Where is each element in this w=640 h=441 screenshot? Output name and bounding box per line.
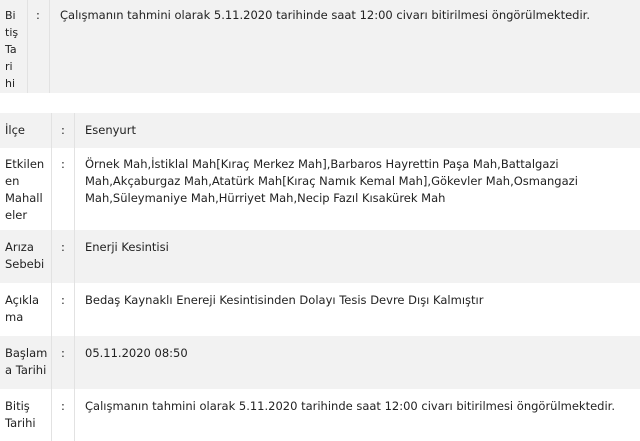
row-label: İlçe — [5, 123, 25, 137]
row-separator-cell — [52, 148, 75, 230]
row-value: Esenyurt — [85, 123, 136, 137]
row-value-cell — [50, 0, 640, 93]
row-value: Enerji Kesintisi — [85, 240, 169, 254]
table-row-description — [0, 283, 640, 336]
row-label-cell — [0, 113, 52, 148]
row-separator: : — [61, 157, 65, 171]
row-label: Arıza Sebebi — [5, 240, 45, 271]
row-label: Bitiş Tarihi — [5, 399, 36, 430]
row-separator: : — [61, 240, 65, 254]
row-label-cell — [0, 148, 52, 230]
row-label-cell — [0, 230, 52, 283]
row-separator: : — [36, 8, 40, 22]
row-value-cell — [75, 336, 640, 389]
row-label: Açıkla ma — [5, 293, 40, 324]
row-value-cell — [75, 148, 640, 230]
row-value-cell — [75, 389, 640, 441]
row-label-cell — [0, 0, 28, 93]
row-label-cell — [0, 336, 52, 389]
row-label: Etkilen en Mahall eler — [5, 157, 45, 222]
row-separator-cell — [52, 336, 75, 389]
row-separator: : — [61, 123, 65, 137]
end-date-row-top — [0, 0, 640, 93]
table-row-end-date — [0, 389, 640, 441]
row-value-cell — [75, 230, 640, 283]
row-separator-cell — [52, 113, 75, 148]
row-label: Başlam a Tarihi — [5, 346, 48, 377]
row-value: 05.11.2020 08:50 — [85, 346, 188, 360]
row-separator-cell — [52, 283, 75, 336]
table-row-start-date — [0, 336, 640, 389]
row-separator-cell — [52, 230, 75, 283]
row-value: Bedaş Kaynaklı Enereji Kesintisinden Dolayı Tesis Devre Dışı Kalmıştır — [85, 293, 484, 307]
row-separator-cell — [52, 389, 75, 441]
row-separator: : — [61, 293, 65, 307]
row-label-cell — [0, 389, 52, 441]
row-value-cell — [75, 113, 640, 148]
row-separator: : — [61, 399, 65, 413]
row-separator: : — [61, 346, 65, 360]
row-label-cell — [0, 283, 52, 336]
row-separator-cell — [28, 0, 50, 93]
row-value: Çalışmanın tahmini olarak 5.11.2020 tarihinde saat 12:00 civarı bitirilmesi öngörülmektedir. — [85, 399, 615, 413]
row-value-cell — [75, 283, 640, 336]
row-value: Çalışmanın tahmini olarak 5.11.2020 tarihinde saat 12:00 civarı bitirilmesi öngörülmektedir. — [60, 8, 590, 22]
row-value: Örnek Mah,İstiklal Mah[Kıraç Merkez Mah],Barbaros Hayrettin Paşa Mah,Battalgazi Mah,Akçaburgaz Mah,Atatürk Mah[Kıraç Namık Kemal Mah],Gökevler Mah,Osmangazi Mah,Süleymaniye Mah,Hürriyet Mah,Necip Fazıl Kısakürek Mah — [85, 157, 578, 205]
table-row-affected-neighborhoods — [0, 148, 640, 230]
row-label: Bi tiş Ta ri hi — [5, 9, 19, 90]
table-row-district — [0, 113, 640, 148]
table-row-fault-reason — [0, 230, 640, 283]
